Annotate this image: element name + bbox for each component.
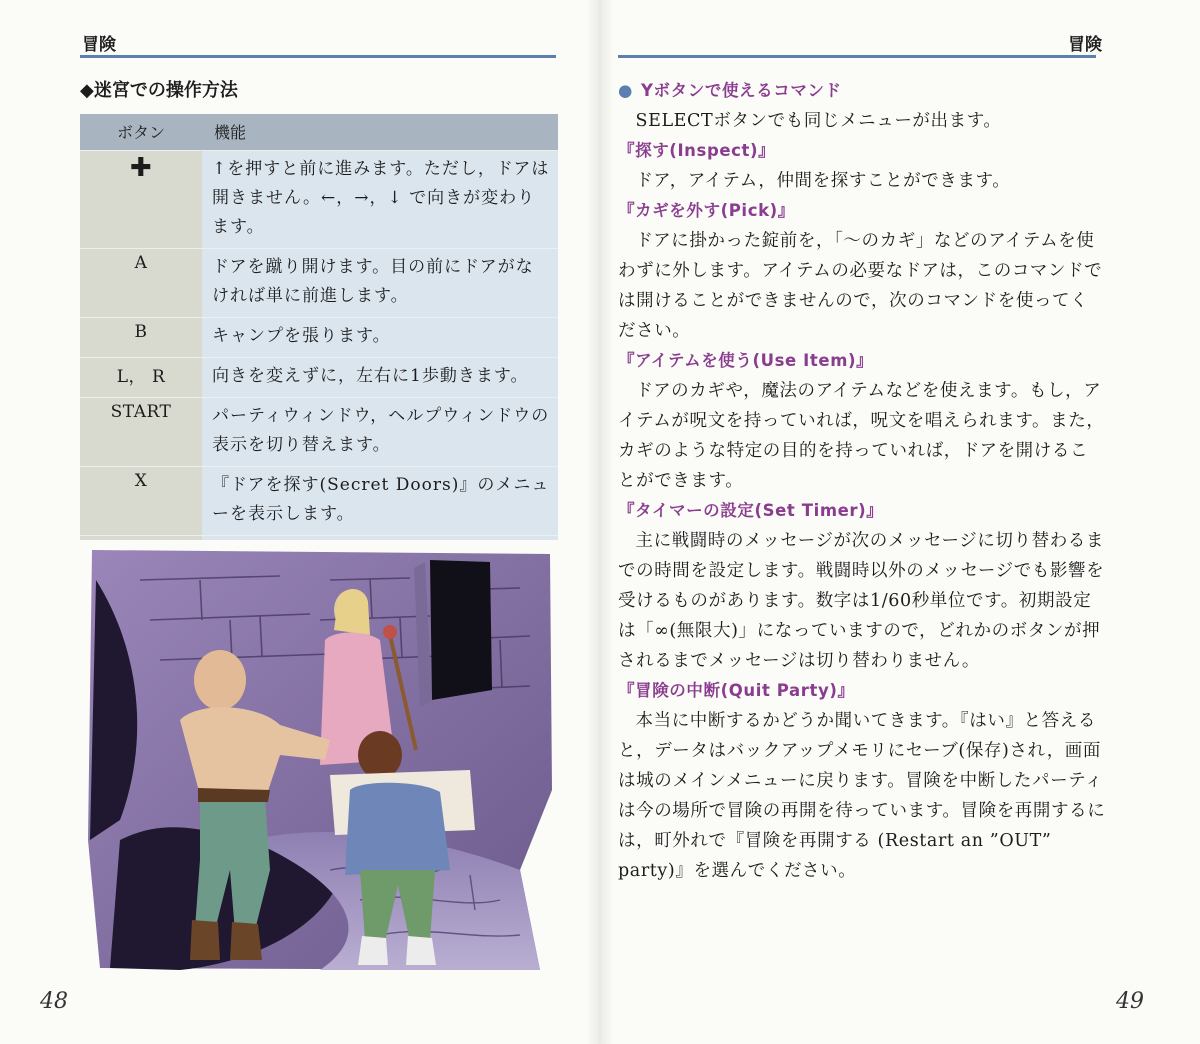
page-header: 冒険 (82, 35, 116, 55)
command-title: 『カギを外す(Pick)』 (618, 201, 795, 220)
page-number: 49 (1116, 989, 1144, 1014)
bullet-icon: ● (618, 81, 633, 100)
command-title: 『アイテムを使う(Use Item)』 (618, 351, 874, 370)
command-desc: ドアに掛かった錠前を，「～のカギ」などのアイテムを使わずに外します。アイテムの必要なドアは，このコマンドでは開けることができませんので，次のコマンドを使ってください。 (618, 231, 1103, 341)
command-desc: 主に戦闘時のメッセージが次のメッセージに切り替わるまでの時間を設定します。戦闘時以外のメッセージでも影響を受けるものがあります。数字は1/60秒単位です。初期設定は「∞(無限大)」になっていますので，どれかのボタンが押されるまでメッセージは切り替わりません。 (618, 531, 1105, 671)
commands-content (618, 76, 1106, 886)
header-rule (618, 55, 1096, 58)
dpad-icon: ✚ (129, 152, 153, 183)
button-key: X (80, 466, 202, 535)
header-rule (80, 55, 556, 58)
command-title: 『探す(Inspect)』 (618, 141, 776, 160)
button-key: B (80, 317, 202, 357)
right-page (600, 0, 1200, 1044)
button-key: A (80, 248, 202, 317)
page-number: 48 (40, 989, 68, 1014)
command-title: 『冒険の中断(Quit Party)』 (618, 681, 855, 700)
dungeon-illustration (80, 540, 560, 975)
intro-text: SELECTボタンでも同じメニューが出ます。 (635, 111, 1002, 131)
table-row (80, 317, 558, 357)
table-row (80, 357, 558, 397)
button-function: 向きを変えずに，左右に1歩動きます。 (202, 357, 558, 397)
button-function: ドアを蹴り開けます。目の前にドアがなければ単に前進します。 (202, 248, 558, 317)
command-desc: ドア，アイテム，仲間を探すことができます。 (635, 171, 1011, 191)
button-function: 『ドアを探す(Secret Doors)』のメニューを表示します。 (202, 466, 558, 535)
button-function: キャンプを張ります。 (202, 317, 558, 357)
table-row (80, 397, 558, 466)
table-row (80, 466, 558, 535)
button-key: L， R (80, 357, 202, 397)
button-key (80, 150, 202, 248)
command-desc: 本当に中断するかどうか聞いてきます。『はい』と答えると，データはバックアップメモリにセーブ(保存)され，画面は城のメインメニューに戻ります。冒険を中断したパーティは今の場所で冒険の再開を待っています。冒険を再開するには，町外れで『冒険を再開する (Restart an ”OUT” party)』を選んでください。 (618, 711, 1106, 881)
subsection-title (618, 76, 1106, 106)
button-key: START (80, 397, 202, 466)
button-function: パーティウィンドウ，ヘルプウィンドウの表示を切り替えます。 (202, 397, 558, 466)
controls-table (80, 114, 558, 577)
subsection-title-text: Yボタンで使えるコマンド (641, 81, 842, 100)
page-header: 冒険 (1068, 35, 1102, 55)
command-title: 『タイマーの設定(Set Timer)』 (618, 501, 884, 520)
command-desc: ドアのカギや，魔法のアイテムなどを使えます。もし，アイテムが呪文を持っていれば，呪文を唱えられます。また，カギのような特定の目的を持っていれば，ドアを開けることができます。 (618, 381, 1105, 491)
table-header-button: ボタン (80, 114, 202, 150)
table-row (80, 150, 558, 248)
table-row (80, 248, 558, 317)
button-function: ↑を押すと前に進みます。ただし，ドアは開きません。←，→，↓ で向きが変わります。 (202, 150, 558, 248)
section-title: ◆迷宮での操作方法 (80, 80, 238, 101)
table-header-function: 機能 (202, 114, 558, 150)
